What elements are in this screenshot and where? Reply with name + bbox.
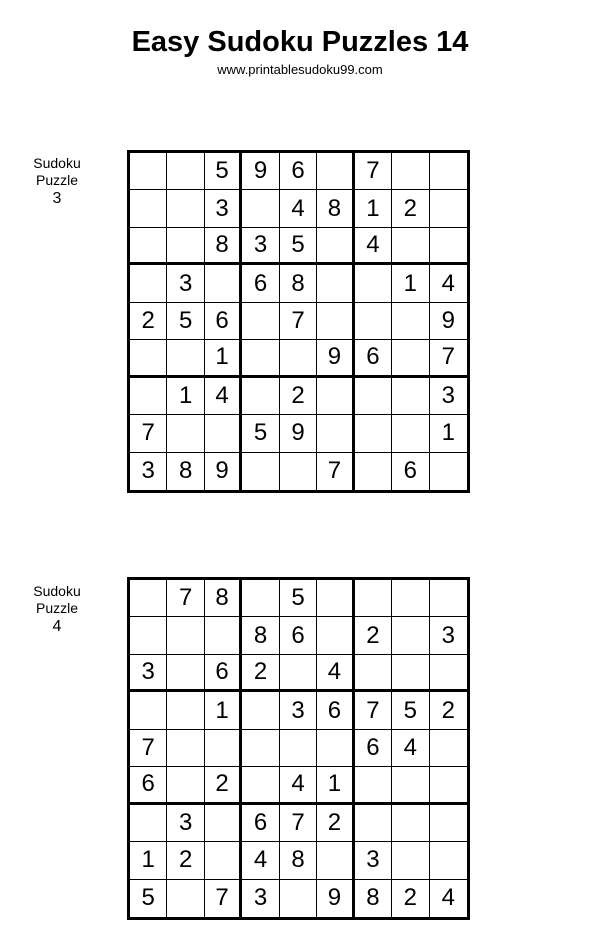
- sudoku-cell: [430, 153, 467, 190]
- sudoku-cell: [167, 880, 204, 917]
- sudoku-cell: [392, 655, 429, 692]
- sudoku-cell: 4: [280, 767, 317, 804]
- sudoku-cell: [430, 228, 467, 265]
- sudoku-cell: [167, 767, 204, 804]
- sudoku-cell: 2: [280, 378, 317, 415]
- sudoku-cell: 9: [317, 340, 354, 377]
- sudoku-cell: 8: [280, 265, 317, 302]
- sudoku-cell: [205, 265, 242, 302]
- sudoku-cell: 5: [130, 880, 167, 917]
- sudoku-cell: [130, 265, 167, 302]
- sudoku-cell: 3: [355, 842, 392, 879]
- sudoku-cell: 2: [167, 842, 204, 879]
- sudoku-cell: 7: [355, 153, 392, 190]
- sudoku-cell: [317, 265, 354, 302]
- sudoku-cell: [355, 415, 392, 452]
- sudoku-cell: 6: [242, 265, 279, 302]
- sudoku-cell: [317, 730, 354, 767]
- sudoku-cell: [242, 303, 279, 340]
- sudoku-cell: 8: [280, 842, 317, 879]
- sudoku-cell: [355, 580, 392, 617]
- sudoku-cell: [242, 730, 279, 767]
- sudoku-cell: [317, 303, 354, 340]
- sudoku-cell: [355, 378, 392, 415]
- sudoku-cell: 7: [430, 340, 467, 377]
- sudoku-cell: 8: [167, 453, 204, 490]
- sudoku-cell: [430, 190, 467, 227]
- sudoku-cell: [355, 303, 392, 340]
- sudoku-cell: 3: [130, 453, 167, 490]
- sudoku-cell: 5: [205, 153, 242, 190]
- sudoku-cell: 6: [355, 340, 392, 377]
- sudoku-cell: [167, 730, 204, 767]
- sudoku-cell: 3: [167, 805, 204, 842]
- sudoku-cell: 3: [242, 228, 279, 265]
- sudoku-cell: [242, 190, 279, 227]
- sudoku-cell: 4: [205, 378, 242, 415]
- sudoku-cell: [392, 842, 429, 879]
- sudoku-cell: [205, 805, 242, 842]
- sudoku-cell: 6: [205, 303, 242, 340]
- sudoku-cell: [392, 378, 429, 415]
- sudoku-cell: [392, 767, 429, 804]
- sudoku-cell: 9: [430, 303, 467, 340]
- sudoku-cell: 1: [355, 190, 392, 227]
- sudoku-cell: [167, 190, 204, 227]
- sudoku-cell: [130, 340, 167, 377]
- sudoku-cell: 8: [205, 580, 242, 617]
- sudoku-cell: 1: [130, 842, 167, 879]
- sudoku-cell: 2: [205, 767, 242, 804]
- sudoku-cell: [242, 580, 279, 617]
- sudoku-cell: 5: [167, 303, 204, 340]
- sudoku-cell: [317, 842, 354, 879]
- sudoku-cell: 7: [355, 692, 392, 729]
- sudoku-cell: [355, 655, 392, 692]
- sudoku-cell: 7: [280, 805, 317, 842]
- sudoku-cell: [167, 228, 204, 265]
- sudoku-cell: 8: [355, 880, 392, 917]
- sudoku-cell: 1: [317, 767, 354, 804]
- sudoku-cell: 1: [205, 692, 242, 729]
- sudoku-cell: [392, 617, 429, 654]
- sudoku-cell: 9: [317, 880, 354, 917]
- sudoku-cell: [317, 153, 354, 190]
- puzzle-number: 3: [52, 190, 62, 207]
- sudoku-cell: [430, 842, 467, 879]
- sudoku-cell: [205, 617, 242, 654]
- sudoku-cell: [242, 340, 279, 377]
- sudoku-cell: 6: [242, 805, 279, 842]
- sudoku-cell: [392, 805, 429, 842]
- sudoku-cell: [130, 190, 167, 227]
- sudoku-cell: [130, 580, 167, 617]
- sudoku-cell: [392, 415, 429, 452]
- sudoku-cell: [280, 730, 317, 767]
- site-url: www.printablesudoku99.com: [217, 62, 383, 77]
- sudoku-cell: 3: [130, 655, 167, 692]
- sudoku-cell: [130, 692, 167, 729]
- sudoku-cell: [430, 655, 467, 692]
- sudoku-cell: 6: [355, 730, 392, 767]
- sudoku-cell: 7: [130, 415, 167, 452]
- sudoku-cell: 3: [167, 265, 204, 302]
- sudoku-cell: 2: [430, 692, 467, 729]
- sudoku-cell: [242, 767, 279, 804]
- sudoku-cell: [355, 453, 392, 490]
- sudoku-cell: [430, 453, 467, 490]
- sudoku-cell: 8: [242, 617, 279, 654]
- sudoku-cell: 2: [355, 617, 392, 654]
- sudoku-cell: 3: [430, 617, 467, 654]
- sudoku-cell: [317, 228, 354, 265]
- sudoku-cell: 7: [280, 303, 317, 340]
- sudoku-cell: [430, 580, 467, 617]
- sudoku-cell: 2: [317, 805, 354, 842]
- sudoku-cell: [392, 580, 429, 617]
- sudoku-cell: [167, 153, 204, 190]
- sudoku-cell: [430, 730, 467, 767]
- sudoku-cell: 6: [205, 655, 242, 692]
- sudoku-cell: 4: [441, 884, 455, 912]
- sudoku-cell: [280, 880, 317, 917]
- sudoku-cell: 4: [430, 265, 467, 302]
- sudoku-grid-puzzle-4: [127, 577, 470, 920]
- sudoku-cell: 9: [205, 453, 242, 490]
- sudoku-cell: [205, 415, 242, 452]
- sudoku-cell: 8: [205, 228, 242, 265]
- sudoku-cell: 3: [205, 190, 242, 227]
- sudoku-cell: [355, 265, 392, 302]
- puzzle-number: 4: [52, 618, 62, 635]
- sudoku-cell: 5: [242, 415, 279, 452]
- sudoku-cell: 7: [317, 453, 354, 490]
- sudoku-cell: [280, 340, 317, 377]
- sudoku-cell: [167, 692, 204, 729]
- sudoku-cell: [392, 228, 429, 265]
- page-title: Easy Sudoku Puzzles 14: [131, 26, 469, 58]
- sudoku-cell: [130, 153, 167, 190]
- sudoku-cell: 3: [430, 378, 467, 415]
- sudoku-cell: [130, 228, 167, 265]
- sudoku-cell: 6: [280, 617, 317, 654]
- sudoku-cell: [355, 805, 392, 842]
- sudoku-cell: [167, 415, 204, 452]
- sudoku-cell: 5: [280, 228, 317, 265]
- puzzle-label-1: [18, 155, 96, 209]
- sudoku-cell: 2: [242, 655, 279, 692]
- sudoku-cell: 4: [280, 190, 317, 227]
- sudoku-cell: [392, 303, 429, 340]
- sudoku-cell: 7: [130, 730, 167, 767]
- sudoku-cell: [317, 580, 354, 617]
- sudoku-cell: 7: [205, 880, 242, 917]
- sudoku-cell: 2: [392, 880, 429, 917]
- sudoku-cell: [392, 153, 429, 190]
- sudoku-cell: 4: [317, 655, 354, 692]
- sudoku-cell: [242, 453, 279, 490]
- sudoku-cell: 2: [130, 303, 167, 340]
- sudoku-cell: [130, 805, 167, 842]
- sudoku-cell: [167, 340, 204, 377]
- puzzle-label-text: Sudoku Puzzle: [33, 583, 81, 616]
- sudoku-cell: [167, 617, 204, 654]
- sudoku-cell: [430, 805, 467, 842]
- sudoku-cell: [242, 692, 279, 729]
- sudoku-cell: [167, 655, 204, 692]
- sudoku-cell: [130, 617, 167, 654]
- sudoku-cell: [205, 842, 242, 879]
- sudoku-cell: [317, 378, 354, 415]
- sudoku-cell: 4: [392, 730, 429, 767]
- sudoku-cell: 6: [392, 453, 429, 490]
- sudoku-cell: [130, 378, 167, 415]
- sudoku-cell: 5: [392, 692, 429, 729]
- sudoku-cell: 9: [242, 153, 279, 190]
- sudoku-cell: 1: [205, 340, 242, 377]
- sudoku-grid-puzzle-3: [127, 150, 470, 493]
- sudoku-cell: 8: [317, 190, 354, 227]
- sudoku-cell: [280, 453, 317, 490]
- sudoku-cell: 3: [242, 880, 279, 917]
- sudoku-cell: 2: [392, 190, 429, 227]
- sudoku-cell: [317, 617, 354, 654]
- sudoku-cell: 4: [355, 228, 392, 265]
- sudoku-cell: [280, 655, 317, 692]
- puzzle-label-text: Sudoku Puzzle: [33, 155, 81, 188]
- sudoku-cell: [392, 340, 429, 377]
- sudoku-cell: [430, 767, 467, 804]
- sudoku-cell: [205, 730, 242, 767]
- sudoku-cell: 9: [280, 415, 317, 452]
- sudoku-cell: 6: [130, 767, 167, 804]
- sudoku-cell: 1: [392, 265, 429, 302]
- sudoku-cell: 6: [280, 153, 317, 190]
- sudoku-cell: [317, 415, 354, 452]
- sudoku-cell: [242, 378, 279, 415]
- sudoku-cell: 6: [317, 692, 354, 729]
- sudoku-cell: 5: [280, 580, 317, 617]
- sudoku-cell: 4: [242, 842, 279, 879]
- puzzle-label-2: [18, 583, 96, 637]
- sudoku-cell: 1: [430, 415, 467, 452]
- sudoku-cell: [355, 767, 392, 804]
- sudoku-cell: 1: [167, 378, 204, 415]
- sudoku-cell: 7: [167, 580, 204, 617]
- sudoku-cell: 3: [280, 692, 317, 729]
